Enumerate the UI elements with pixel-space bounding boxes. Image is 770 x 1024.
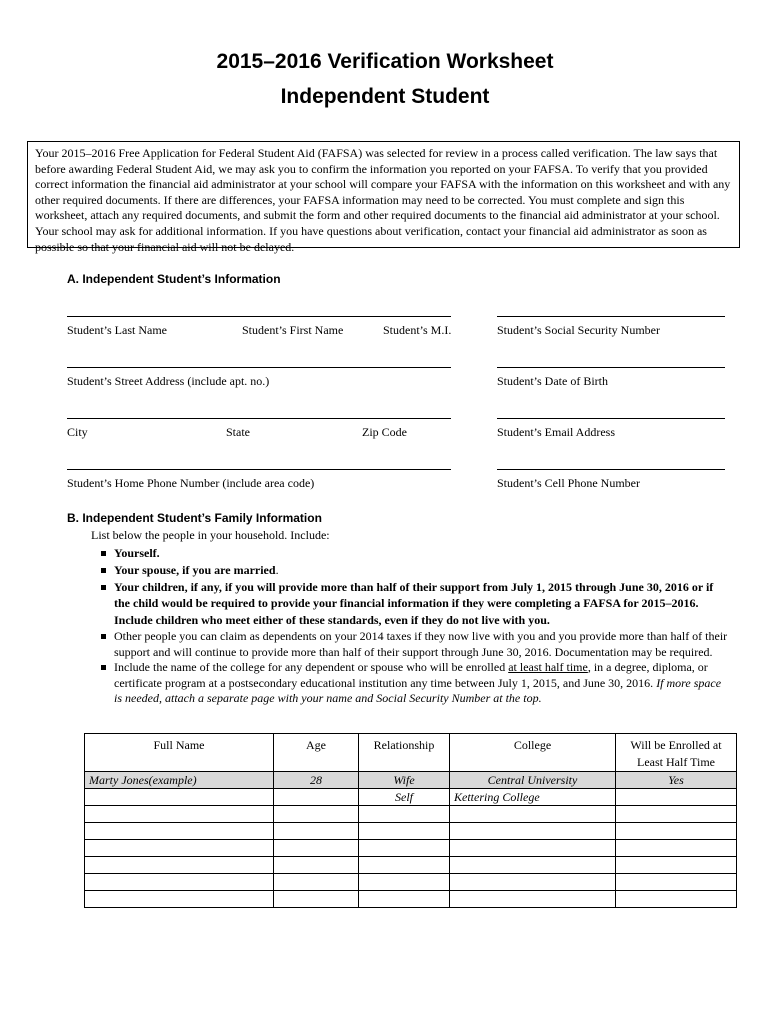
- col-enrolled: Will be Enrolled at Least Half Time: [616, 734, 737, 772]
- city-label: City: [67, 425, 88, 439]
- table-row[interactable]: [85, 840, 737, 857]
- last-name-label: Student’s Last Name: [67, 323, 167, 337]
- relationship-cell[interactable]: [359, 857, 450, 874]
- list-item: [100, 562, 730, 579]
- list-item: [100, 545, 730, 562]
- name-line[interactable]: [67, 316, 451, 317]
- household-instructions: List below the people in your household. Include:: [91, 528, 330, 542]
- enrolled-cell[interactable]: [616, 789, 737, 806]
- section-a-heading: A. Independent Student’s Information: [67, 272, 281, 286]
- table-row[interactable]: [85, 806, 737, 823]
- list-item: [100, 579, 730, 629]
- city-line[interactable]: [67, 418, 451, 419]
- college-cell[interactable]: Kettering College: [450, 789, 616, 806]
- age-cell[interactable]: [274, 891, 359, 908]
- col-full-name: Full Name: [85, 734, 274, 772]
- college-cell[interactable]: [450, 857, 616, 874]
- bullet-icon: [101, 551, 106, 556]
- cell-phone-line[interactable]: [497, 469, 725, 470]
- col-relationship: Relationship: [359, 734, 450, 772]
- enrolled-cell[interactable]: [616, 857, 737, 874]
- relationship-cell[interactable]: [359, 840, 450, 857]
- relationship-cell[interactable]: [359, 891, 450, 908]
- half-time-underlined: at least half time: [508, 660, 588, 675]
- name-cell[interactable]: [85, 840, 274, 857]
- college-cell[interactable]: [450, 891, 616, 908]
- enrolled-cell[interactable]: [616, 806, 737, 823]
- enrolled-cell[interactable]: [616, 823, 737, 840]
- ssn-label: Student’s Social Security Number: [497, 323, 660, 337]
- bullet-icon: [101, 568, 106, 573]
- example-row: [85, 772, 737, 789]
- dob-label: Student’s Date of Birth: [497, 374, 608, 388]
- bullet-icon: [101, 634, 106, 639]
- first-name-label: Student’s First Name: [242, 323, 344, 337]
- age-cell[interactable]: [274, 789, 359, 806]
- name-cell[interactable]: [85, 857, 274, 874]
- age-cell[interactable]: [274, 840, 359, 857]
- bullet-icon: [101, 665, 106, 670]
- home-phone-label: Student’s Home Phone Number (include area code): [67, 476, 315, 490]
- example-college: Central University: [450, 772, 616, 789]
- name-cell[interactable]: [85, 806, 274, 823]
- bullet-text-end: .: [275, 562, 279, 577]
- zip-label: Zip Code: [362, 425, 407, 439]
- email-label: Student’s Email Address: [497, 425, 615, 439]
- mi-label: Student’s M.I.: [383, 323, 452, 337]
- home-phone-line[interactable]: [67, 469, 451, 470]
- age-cell[interactable]: [274, 806, 359, 823]
- section-b-heading: B. Independent Student’s Family Information: [67, 511, 322, 525]
- name-cell[interactable]: [85, 891, 274, 908]
- college-cell[interactable]: [450, 806, 616, 823]
- bullet-text: Your spouse, if you are married: [114, 562, 276, 577]
- list-item: [100, 629, 730, 660]
- intro-box: [27, 141, 740, 254]
- age-cell[interactable]: [274, 823, 359, 840]
- state-label: State: [226, 425, 250, 439]
- table-header-row: [85, 734, 737, 772]
- enrolled-cell[interactable]: [616, 874, 737, 891]
- bullet-text: Your children, if any, if you will provide more than half of their support from July 1, 2015 through June 30, 2016 or if the child would be required to provide your financial information if they were completing a FAFSA for 2015–2016. Include children who meet either of these standards, even if they do not live with you.: [114, 579, 714, 628]
- street-line[interactable]: [67, 367, 451, 368]
- age-cell[interactable]: [274, 857, 359, 874]
- table-row[interactable]: [85, 874, 737, 891]
- household-bullet-list: [100, 545, 730, 707]
- email-line[interactable]: [497, 418, 725, 419]
- table-row[interactable]: [85, 857, 737, 874]
- example-relationship: Wife: [359, 772, 450, 789]
- worksheet-title: 2015–2016 Verification Worksheet: [216, 50, 554, 73]
- street-label: Student’s Street Address (include apt. no.): [67, 374, 270, 388]
- bullet-text-cont: , in a degree, diploma, or certificate program at a postsecondary educational institution any time between July 1, 2015, and June 30, 2016.: [114, 660, 708, 690]
- example-age: 28: [274, 772, 359, 789]
- worksheet-subtitle: Independent Student: [280, 85, 490, 108]
- cell-phone-label: Student’s Cell Phone Number: [497, 476, 640, 490]
- enrolled-cell[interactable]: [616, 891, 737, 908]
- college-cell[interactable]: [450, 840, 616, 857]
- relationship-cell[interactable]: Self: [359, 789, 450, 806]
- col-age: Age: [274, 734, 359, 772]
- col-college: College: [450, 734, 616, 772]
- relationship-cell[interactable]: [359, 823, 450, 840]
- age-cell[interactable]: [274, 874, 359, 891]
- example-name: Marty Jones(example): [85, 772, 274, 789]
- bullet-icon: [101, 585, 106, 590]
- bullet-text: Include the name of the college for any dependent or spouse who will be enrolled: [114, 660, 509, 675]
- college-cell[interactable]: [450, 823, 616, 840]
- table-row[interactable]: [85, 891, 737, 908]
- bullet-text-italic: If more space is needed, attach a separate page with your name and Social Security Number at the top.: [114, 675, 722, 706]
- table-row[interactable]: [85, 789, 737, 806]
- bullet-text: Yourself.: [114, 546, 160, 560]
- relationship-cell[interactable]: [359, 806, 450, 823]
- ssn-line[interactable]: [497, 316, 725, 317]
- list-item: [100, 660, 730, 707]
- name-cell[interactable]: [85, 874, 274, 891]
- name-cell[interactable]: [85, 789, 274, 806]
- example-enrolled: Yes: [616, 772, 737, 789]
- table-row[interactable]: [85, 823, 737, 840]
- dob-line[interactable]: [497, 367, 725, 368]
- household-table: [84, 733, 737, 908]
- college-cell[interactable]: [450, 874, 616, 891]
- bullet-text: Other people you can claim as dependents on your 2014 taxes if they now live with you and you provide more than half of their support and will continue to provide more than half of their support through June 30, 2016. Documentation may be required.: [114, 628, 728, 659]
- intro-text: Your 2015–2016 Free Application for Federal Student Aid (FAFSA) was selected for review in a process called verification. The law says that before awarding Federal Student Aid, we may ask you to confirm the information you reported on your FAFSA. To verify that you provided correct information the financial aid administrator at your school will compare your FAFSA with the information on this worksheet and with any other required documents. If there are differences, your FAFSA information may need to be corrected. You must complete and sign this worksheet, attach any required documents, and submit the form and other required documents to the financial aid administrator at your school. Your school may ask for additional information. If you have questions about verification, contact your financial aid administrator as soon as possible so that your financial aid will not be delayed.: [35, 146, 731, 254]
- name-cell[interactable]: [85, 823, 274, 840]
- enrolled-cell[interactable]: [616, 840, 737, 857]
- relationship-cell[interactable]: [359, 874, 450, 891]
